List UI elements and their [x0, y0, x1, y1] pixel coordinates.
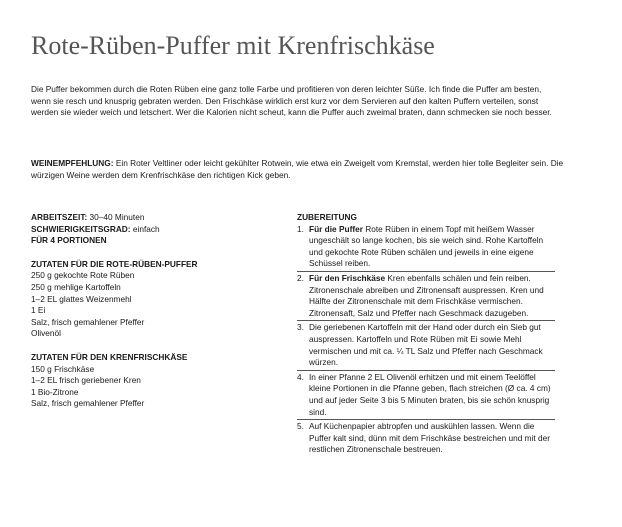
- step-bold-lead: Für die Puffer: [309, 223, 363, 234]
- ingredient-item: Olivenöl: [31, 328, 61, 339]
- intro-paragraph: Die Puffer bekommen durch die Roten Rüben eine ganz tolle Farbe und profitieren von deren leichter Süße. Ich finde die Puffer am besten, wenn sie resch und knusprig gebraten werden. Den Frischkäse wirklich erst kurz vor dem Servieren auf den kalten Puffern verteilen, sonst werden sie wieder weich und letschert. Wer die Kalorien nicht scheut, kann die Puffer auch zweimal braten, dann schmecken sie noch besser.: [31, 84, 552, 118]
- ingredient-item: 1–2 EL frisch geriebener Kren: [31, 375, 141, 386]
- difficulty: [31, 224, 281, 236]
- portions: FÜR 4 PORTIONEN: [31, 235, 107, 246]
- ingredient-item: Salz, frisch gemahlener Pfeffer: [31, 316, 145, 327]
- wine-text: Ein Roter Veltliner oder leicht gekühlter Rotwein, wie etwa ein Zweigelt vom Kremstal, werden hier tolle Begleiter sein. Die würzigen Weine werden dem Krenfrischkäse den richtigen Kick geben.: [31, 158, 564, 180]
- worktime: [31, 212, 281, 224]
- worktime-label: ARBEITSZEIT:: [31, 212, 88, 222]
- ingredient-item: 1–2 EL glattes Weizenmehl: [31, 293, 132, 304]
- ingredient-item: 250 g mehlige Kartoffeln: [31, 281, 121, 292]
- ingredient-item: 250 g gekochte Rote Rüben: [31, 270, 135, 281]
- preparation-step: [297, 322, 555, 370]
- ingredient-item: Salz, frisch gemahlener Pfeffer: [31, 398, 145, 409]
- preparation-step: [297, 372, 555, 420]
- right-column: [297, 212, 555, 458]
- ingredient-item: 1 Ei: [31, 305, 46, 316]
- step-text: Die geriebenen Kartoffeln mit der Hand oder durch ein Sieb gut auspressen. Kartoffeln und Rote Rüben mit Ei sowie Mehl vermischen und mit ca. ¼ TL Salz und Pfeffer nach Geschmack würzen.: [309, 322, 543, 368]
- ingredients-kren: [31, 352, 281, 410]
- recipe-meta: [31, 212, 281, 247]
- ingredient-item: 150 g Frischkäse: [31, 363, 95, 374]
- step-text: Kren ebenfalls schälen und fein reiben. Zitronenschale abreiben und Zitronensaft auspressen. Kren und Hälfte der Zitronenschale mit dem Frischkäse vermischen. Zitronensaft, Salz und Pfeffer nach Geschmack dazugeben.: [309, 272, 544, 318]
- step-number: 4.: [297, 371, 304, 382]
- step-number: 2.: [297, 272, 304, 283]
- preparation-step: [297, 421, 555, 457]
- step-number: 3.: [297, 322, 304, 333]
- step-text: In einer Pfanne 2 EL Olivenöl erhitzen und mit einem Teelöffel kleine Portionen in die Pfanne geben, flach streichen (Ø ca. 4 cm) und auf jeder Seite 3 bis 5 Minuten braten, bis sie schön knusprig sind.: [309, 371, 551, 417]
- ingredient-item: 1 Bio-Zitrone: [31, 386, 79, 397]
- wine-label: WEINEMPFEHLUNG:: [31, 158, 114, 168]
- preparation-steps: [297, 224, 555, 457]
- ingredients-puffer-heading: ZUTATEN FÜR DIE ROTE-RÜBEN-PUFFER: [31, 258, 198, 269]
- wine-recommendation: [31, 158, 571, 181]
- ingredients-puffer: [31, 259, 281, 340]
- step-number: 5.: [297, 421, 304, 432]
- step-bold-lead: Für den Frischkäse: [309, 272, 386, 283]
- left-column: [31, 212, 281, 410]
- recipe-title: Rote-Rüben-Puffer mit Krenfrischkäse: [31, 31, 435, 60]
- preparation-step: [297, 273, 555, 321]
- step-text: Rote Rüben in einem Topf mit heißem Wasser ungeschält so lange kochen, bis sie weich sind. Rohe Kartoffeln und gekochte Rote Rüben schälen und jeweils in eine eigene Schüssel reiben.: [309, 223, 544, 269]
- step-text: Auf Küchenpapier abtropfen und auskühlen lassen. Wenn die Puffer kalt sind, dünn mit dem Frischkäse bestreichen und mit der restlichen Zitronenschale bestreuen.: [309, 421, 551, 455]
- step-number: 1.: [297, 223, 304, 234]
- difficulty-label: SCHWIERIGKEITSGRAD:: [31, 223, 131, 234]
- difficulty-value: einfach: [130, 223, 160, 234]
- preparation-heading: ZUBEREITUNG: [297, 212, 357, 222]
- ingredients-kren-heading: ZUTATEN FÜR DEN KRENFRISCHKÄSE: [31, 351, 188, 362]
- preparation-step: [297, 224, 555, 272]
- worktime-value: 30–40 Minuten: [87, 212, 145, 222]
